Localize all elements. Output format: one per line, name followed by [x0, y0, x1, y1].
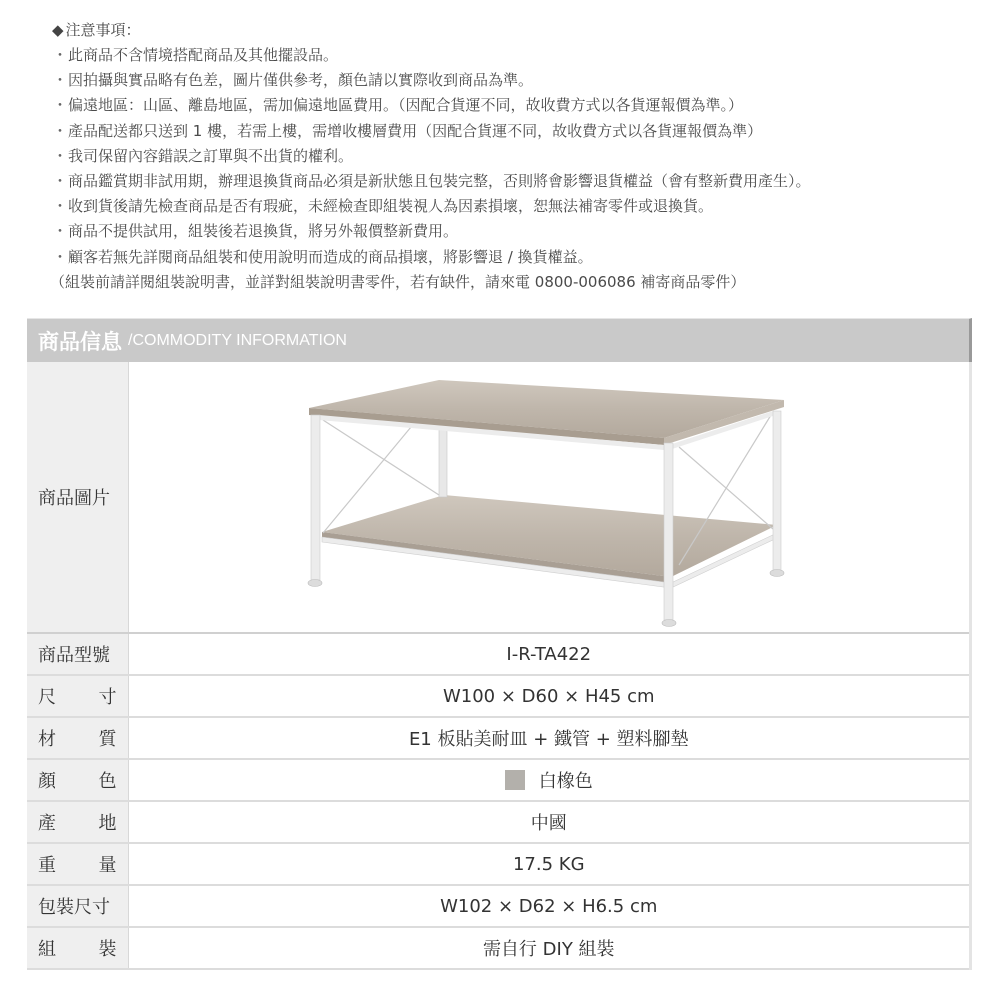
row-label: 包裝尺寸 [27, 885, 128, 927]
row-value: 白橡色 [128, 759, 971, 801]
commodity-info-section [27, 318, 972, 970]
row-value-highlight: 需自行 DIY 組裝 [128, 927, 971, 969]
color-swatch [505, 770, 525, 790]
section-subtitle: /COMMODITY INFORMATION [128, 331, 347, 349]
row-label: 重 量 [27, 843, 128, 885]
diamond-icon: ◆ [52, 21, 64, 39]
table-row-material [27, 717, 971, 759]
note-item: ・因拍攝與實品略有色差，圖片僅供參考，顏色請以實際收到商品為準。 [52, 68, 992, 93]
row-value: W102 × D62 × H6.5 cm [128, 885, 971, 927]
row-label: 顏 色 [27, 759, 128, 801]
bullet-icon: ・ [52, 46, 68, 64]
note-item: ・偏遠地區：山區、離島地區，需加偏遠地區費用。（因配合貨運不同，故收費方式以各貨運報價為準。） [52, 93, 992, 118]
note-item: ・商品鑑賞期非試用期，辦理退換貨商品必須是新狀態且包裝完整，否則將會影響退貨權益（會有整新費用產生）。 [52, 169, 992, 194]
notes-section [52, 18, 992, 295]
note-item: ・產品配送都只送到 1 樓，若需上樓，需增收樓層費用（因配合貨運不同，故收費方式以各貨運報價為準） [52, 119, 992, 144]
notes-title-text: 注意事項： [65, 21, 141, 39]
notes-footer: （組裝前請詳閱組裝說明書，並詳對組裝說明書零件，若有缺件，請來電 0800-006086 補寄商品零件） [50, 272, 746, 291]
section-title: 商品信息 [38, 329, 122, 354]
bullet-icon: ・ [52, 247, 68, 266]
note-item: ・我司保留內容錯誤之訂單與不出貨的權利。 [52, 144, 992, 169]
section-header [27, 318, 972, 362]
notes-title [52, 18, 992, 43]
row-label: 組 裝 [27, 927, 128, 969]
bullet-icon: ・ [52, 197, 68, 216]
table-row-image [27, 362, 971, 633]
row-label: 尺 寸 [27, 675, 128, 717]
table-row-assembly [27, 927, 971, 969]
row-label: 產 地 [27, 801, 128, 843]
note-item: ・收到貨後請先檢查商品是否有瑕疵，未經檢查即組裝視人為因素損壞，恕無法補寄零件或退換貨。 [52, 194, 992, 219]
table-row-size [27, 675, 971, 717]
bullet-icon: ・ [52, 222, 68, 241]
bullet-icon: ・ [52, 71, 68, 90]
note-item: ・顧客若無先詳閱商品組裝和使用說明而造成的商品損壞，將影響退 / 換貨權益。 [52, 245, 992, 270]
product-image-cell [128, 362, 971, 633]
table-row-package-size [27, 885, 971, 927]
bullet-icon: ・ [52, 96, 68, 115]
table-row-model [27, 633, 971, 675]
row-value: W100 × D60 × H45 cm [128, 675, 971, 717]
row-label: 商品型號 [27, 633, 128, 675]
row-label: 商品圖片 [27, 362, 128, 633]
row-value: 中國 [128, 801, 971, 843]
row-value: 17.5 KG [128, 843, 971, 885]
row-value: I-R-TA422 [128, 633, 971, 675]
bullet-icon: ・ [52, 146, 68, 165]
bullet-icon: ・ [52, 121, 68, 140]
product-image [289, 365, 809, 630]
row-label: 材 質 [27, 717, 128, 759]
table-row-weight [27, 843, 971, 885]
row-value: E1 板貼美耐皿 + 鐵管 + 塑料腳墊 [128, 717, 971, 759]
table-row-color [27, 759, 971, 801]
note-item: ・此商品不含情境搭配商品及其他擺設品。 [52, 43, 992, 68]
table-row-origin [27, 801, 971, 843]
note-item: ・商品不提供試用，組裝後若退換貨，將另外報價整新費用。 [52, 219, 992, 244]
spec-table [27, 362, 972, 970]
bullet-icon: ・ [52, 171, 68, 190]
